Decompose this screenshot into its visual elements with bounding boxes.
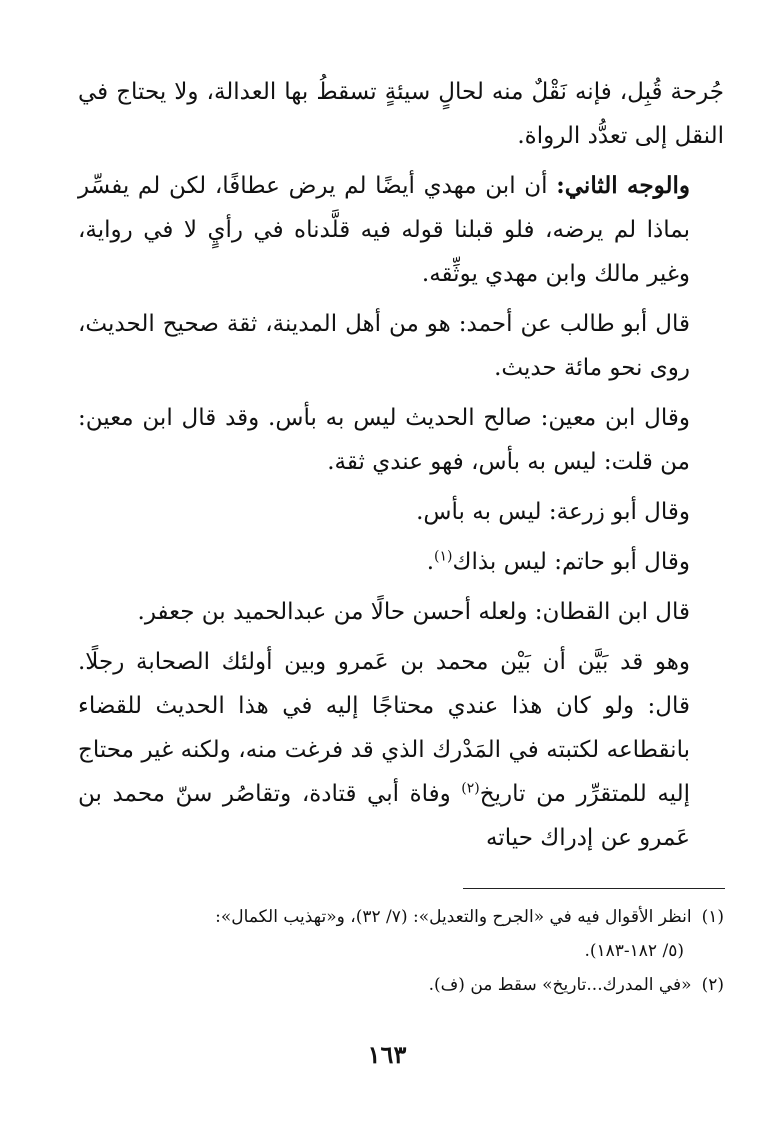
footnote-number: (١) [701,907,724,927]
paragraph [78,70,724,158]
paragraph [78,590,724,634]
paragraph-text: أن ابن مهدي أيضًا لم يرض عطافًا، لكن لم يفسِّر بماذا لم يرضه، فلو قبلنا قوله فيه قلَّدناه في رأيٍ لا في رواية، وغير مالك وابن مهدي يوثِّقه. [78,173,690,287]
footnote-text: انظر الأقوال فيه في «الجرح والتعديل»: (٧/ ٣٢)، و«تهذيب الكمال»: [215,907,692,927]
paragraph [78,302,724,390]
paragraph [78,396,724,484]
paragraph [78,164,724,296]
main-text [78,70,724,866]
paragraph-text: قال ابن القطان: ولعله أحسن حالًا من عبدالحميد بن جعفر. [137,599,690,625]
paragraph-lead: والوجه الثاني: [556,172,690,199]
footnote [78,968,724,1002]
paragraph [78,490,724,534]
footnote-divider [463,888,725,889]
paragraph-text: وقال أبو حاتم: ليس بذاك [452,549,690,575]
footnote-reference[interactable]: (٢) [461,780,480,797]
footnote-reference[interactable]: (١) [434,548,453,565]
footnote-text: «في المدرك...تاريخ» سقط من (ف). [428,975,692,995]
footnotes [78,900,724,1002]
paragraph-tail: . [426,549,435,575]
paragraph-text: وقال ابن معين: صالح الحديث ليس به بأس. وقد قال ابن معين: من قلت: ليس به بأس، فهو عندي ثقة. [78,405,690,475]
paragraph [78,540,724,584]
footnote-number: (٢) [701,975,724,995]
paragraph-text: جُرحة قُبِل، فإنه نَقْلٌ منه لحالٍ سيئةٍ تسقطُ بها العدالة، ولا يحتاج في النقل إلى تعدُّد الرواة. [78,79,724,149]
paragraph [78,640,724,860]
page-number: ١٦٣ [367,1040,407,1069]
paragraph-text: وهو قد بَيَّن أن بَيْن محمد بن عَمرو وبين أولئك الصحابة رجلًا. قال: ولو كان هذا عندي محتاجًا إليه في هذا الحديث للقضاء بانقطاعه لكتبته في المَدْرك الذي قد فرغت منه، ولكنه غير محتاج إليه للمتقرِّر من تاريخ [78,649,690,807]
paragraph-text: وقال أبو زرعة: ليس به بأس. [416,499,690,525]
footnote-text: (٥/ ١٨٢-١٨٣). [584,941,684,961]
paragraph-tail: وفاة أبي قتادة، وتقاصُر سنّ محمد بن عَمرو عن إدراك حياته [78,781,690,851]
footnote-continuation [78,934,724,968]
paragraph-text: قال أبو طالب عن أحمد: هو من أهل المدينة، ثقة صحيح الحديث، روى نحو مائة حديث. [78,311,690,381]
footnote [78,900,724,934]
